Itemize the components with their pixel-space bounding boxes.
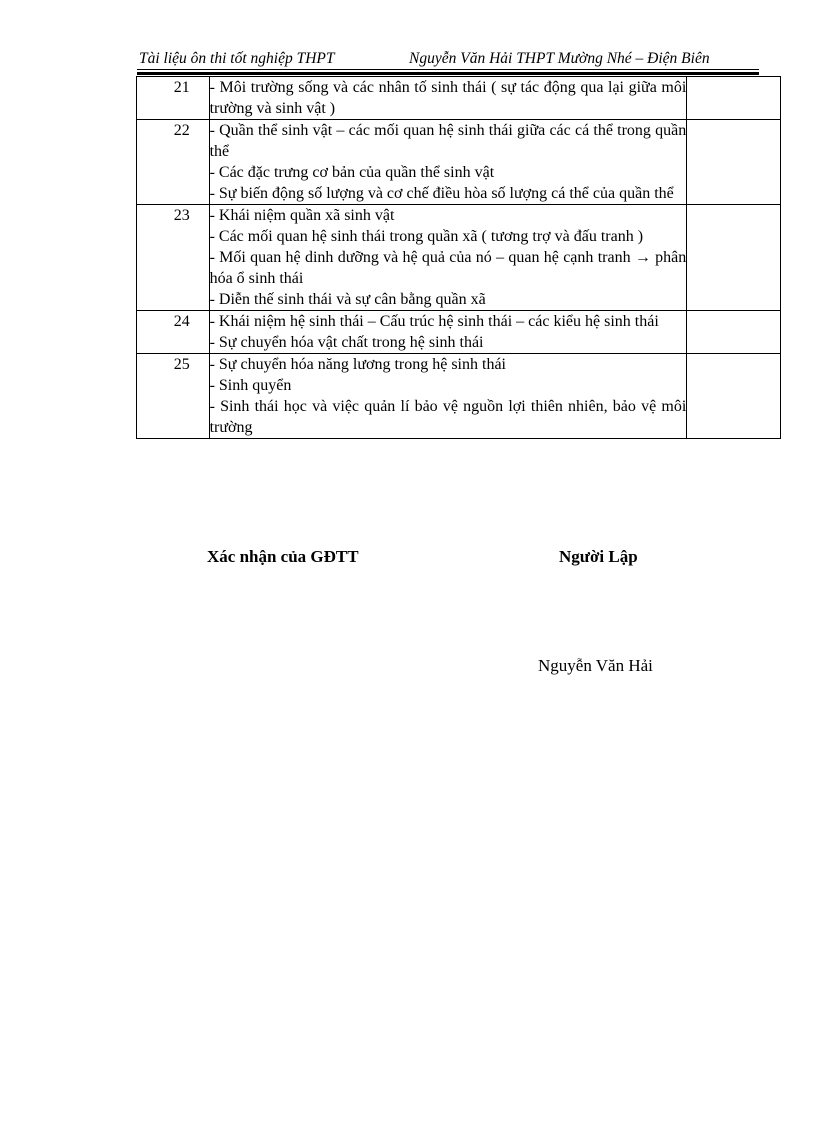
content-line: - Sự chuyển hóa năng lương trong hệ sinh thái [209,356,506,373]
notes-cell [687,77,781,120]
page-header [137,49,759,69]
content-line: - Môi trường sống và các nhân tố sinh thái ( sự tác động qua lại giữa môi trường và sinh vật ) [209,79,687,117]
content-line: - Mối quan hệ dinh dưỡng và hệ quả của nó – quan hệ cạnh tranh → phân hóa ổ sinh thái [209,249,687,287]
content-line: - Sự biến động số lượng và cơ chế điều hòa số lượng cá thể của quần thể [209,185,674,202]
lesson-number: 23 [173,207,190,224]
header-left-text: Tài liệu ôn thi tốt nghiệp THPT [139,50,335,67]
header-rule-thin [137,69,759,70]
preparer-name: Nguyễn Văn Hải [538,656,653,675]
lesson-number: 21 [173,79,190,96]
lesson-number: 25 [173,356,190,373]
lesson-number: 24 [173,313,190,330]
table-row [137,354,781,439]
header-right-text: Nguyễn Văn Hải THPT Mường Nhé – Điện Biên [409,50,710,67]
lesson-content-cell [209,354,687,439]
content-line: - Quần thể sinh vật – các mối quan hệ sinh thái giữa các cá thể trong quần thể [209,122,687,160]
lesson-number-cell [137,205,210,311]
content-line: - Các đặc trưng cơ bản của quần thể sinh vật [209,164,495,181]
table-row [137,205,781,311]
notes-cell [687,205,781,311]
content-line: - Khái niệm hệ sinh thái – Cấu trúc hệ sinh thái – các kiểu hệ sinh thái [209,313,659,330]
content-line: - Sinh thái học và việc quản lí bảo vệ nguồn lợi thiên nhiên, bảo vệ môi trường [209,398,687,436]
table-row [137,120,781,205]
lesson-content-cell [209,77,687,120]
lesson-content-cell [209,120,687,205]
notes-cell [687,354,781,439]
lesson-content-cell [209,311,687,354]
content-line: - Sự chuyển hóa vật chất trong hệ sinh thái [209,334,484,351]
principal-confirmation-title: Xác nhận của GĐTT [207,547,359,566]
lesson-number: 22 [173,122,190,139]
content-line: - Khái niệm quần xã sinh vật [209,207,395,224]
syllabus-table [136,76,781,439]
content-line: - Sinh quyển [209,377,292,394]
lesson-number-cell [137,120,210,205]
content-line: - Diễn thế sinh thái và sự cân bằng quần xã [209,291,486,308]
header-rule-thick [137,72,759,75]
notes-cell [687,311,781,354]
preparer-title: Người Lập [559,547,638,566]
lesson-number-cell [137,77,210,120]
table-row [137,311,781,354]
lesson-content-cell [209,205,687,311]
lesson-number-cell [137,354,210,439]
table-row [137,77,781,120]
lesson-number-cell [137,311,210,354]
notes-cell [687,120,781,205]
content-line: - Các mối quan hệ sinh thái trong quần xã ( tương trợ và đấu tranh ) [209,228,644,245]
